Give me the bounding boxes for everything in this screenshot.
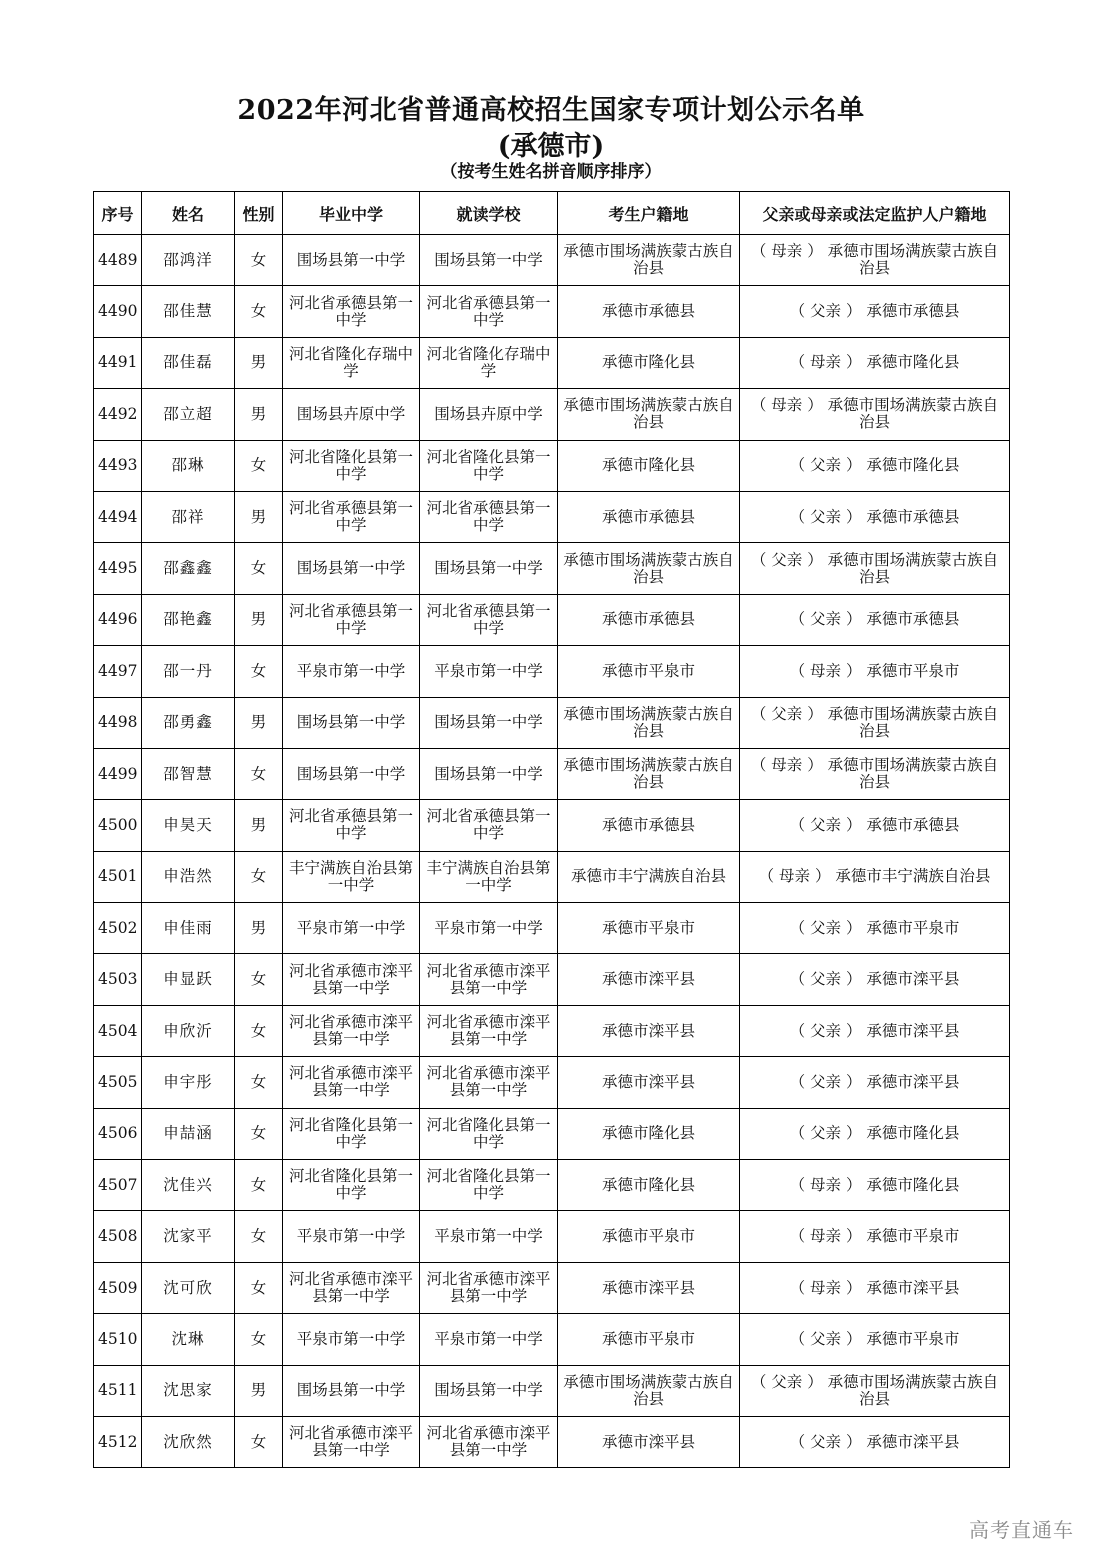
table-row (94, 337, 1010, 388)
cell-student-residence: 承德市平泉市 (558, 903, 740, 954)
cell-gender: 女 (235, 543, 283, 594)
cell-name: 申喆涵 (142, 1108, 235, 1159)
cell-gender: 女 (235, 1005, 283, 1056)
cell-gender: 女 (235, 1160, 283, 1211)
cell-graduated-school: 平泉市第一中学 (283, 1211, 420, 1262)
cell-seq: 4510 (94, 1314, 142, 1365)
cell-name: 沈家平 (142, 1211, 235, 1262)
cell-guardian-residence: （ 母亲 ） 承德市围场满族蒙古族自治县 (740, 748, 1010, 799)
cell-current-school: 丰宁满族自治县第一中学 (420, 851, 558, 902)
cell-gender: 女 (235, 646, 283, 697)
table-row (94, 1057, 1010, 1108)
cell-gender: 女 (235, 286, 283, 337)
cell-current-school: 河北省承德县第一中学 (420, 491, 558, 542)
header-gender: 性别 (235, 192, 283, 235)
cell-student-residence: 承德市隆化县 (558, 1108, 740, 1159)
cell-student-residence: 承德市隆化县 (558, 1160, 740, 1211)
cell-gender: 男 (235, 903, 283, 954)
cell-guardian-residence: （ 父亲 ） 承德市承德县 (740, 491, 1010, 542)
table-row (94, 903, 1010, 954)
cell-guardian-residence: （ 母亲 ） 承德市隆化县 (740, 337, 1010, 388)
cell-seq: 4492 (94, 389, 142, 440)
cell-current-school: 围场县第一中学 (420, 235, 558, 286)
cell-seq: 4491 (94, 337, 142, 388)
table-row (94, 286, 1010, 337)
cell-graduated-school: 围场县第一中学 (283, 697, 420, 748)
cell-guardian-residence: （ 父亲 ） 承德市围场满族蒙古族自治县 (740, 543, 1010, 594)
cell-gender: 男 (235, 389, 283, 440)
cell-current-school: 河北省承德市滦平县第一中学 (420, 954, 558, 1005)
cell-guardian-residence: （ 母亲 ） 承德市滦平县 (740, 1262, 1010, 1313)
cell-current-school: 围场县第一中学 (420, 697, 558, 748)
cell-name: 邵佳慧 (142, 286, 235, 337)
cell-graduated-school: 河北省隆化县第一中学 (283, 440, 420, 491)
cell-guardian-residence: （ 母亲 ） 承德市隆化县 (740, 1160, 1010, 1211)
cell-current-school: 河北省隆化县第一中学 (420, 440, 558, 491)
watermark: 高考直通车 (969, 1518, 1074, 1542)
cell-current-school: 河北省承德市滦平县第一中学 (420, 1057, 558, 1108)
cell-gender: 女 (235, 1416, 283, 1467)
header-seq: 序号 (94, 192, 142, 235)
cell-guardian-residence: （ 父亲 ） 承德市隆化县 (740, 1108, 1010, 1159)
cell-seq: 4505 (94, 1057, 142, 1108)
header-student-residence: 考生户籍地 (558, 192, 740, 235)
table-row (94, 1416, 1010, 1467)
table-row (94, 235, 1010, 286)
cell-guardian-residence: （ 母亲 ） 承德市围场满族蒙古族自治县 (740, 389, 1010, 440)
cell-guardian-residence: （ 父亲 ） 承德市平泉市 (740, 903, 1010, 954)
table-row (94, 1108, 1010, 1159)
cell-name: 邵佳磊 (142, 337, 235, 388)
cell-seq: 4507 (94, 1160, 142, 1211)
cell-current-school: 平泉市第一中学 (420, 646, 558, 697)
cell-student-residence: 承德市围场满族蒙古族自治县 (558, 1365, 740, 1416)
cell-current-school: 平泉市第一中学 (420, 1211, 558, 1262)
cell-student-residence: 承德市滦平县 (558, 1057, 740, 1108)
cell-graduated-school: 围场县第一中学 (283, 748, 420, 799)
cell-graduated-school: 河北省隆化县第一中学 (283, 1108, 420, 1159)
cell-name: 申显跃 (142, 954, 235, 1005)
cell-current-school: 河北省承德县第一中学 (420, 286, 558, 337)
cell-current-school: 平泉市第一中学 (420, 903, 558, 954)
cell-name: 申佳雨 (142, 903, 235, 954)
cell-gender: 女 (235, 851, 283, 902)
cell-seq: 4495 (94, 543, 142, 594)
cell-guardian-residence: （ 母亲 ） 承德市丰宁满族自治县 (740, 851, 1010, 902)
cell-student-residence: 承德市围场满族蒙古族自治县 (558, 697, 740, 748)
cell-current-school: 围场县卉原中学 (420, 389, 558, 440)
cell-current-school: 河北省承德县第一中学 (420, 800, 558, 851)
cell-current-school: 河北省承德市滦平县第一中学 (420, 1262, 558, 1313)
cell-current-school: 围场县第一中学 (420, 748, 558, 799)
cell-gender: 女 (235, 748, 283, 799)
cell-student-residence: 承德市平泉市 (558, 1211, 740, 1262)
cell-graduated-school: 河北省承德县第一中学 (283, 286, 420, 337)
cell-graduated-school: 围场县第一中学 (283, 1365, 420, 1416)
cell-name: 申欣沂 (142, 1005, 235, 1056)
cell-student-residence: 承德市丰宁满族自治县 (558, 851, 740, 902)
cell-graduated-school: 河北省承德县第一中学 (283, 491, 420, 542)
cell-graduated-school: 河北省隆化存瑞中学 (283, 337, 420, 388)
cell-seq: 4503 (94, 954, 142, 1005)
cell-current-school: 河北省承德市滦平县第一中学 (420, 1005, 558, 1056)
cell-student-residence: 承德市滦平县 (558, 1262, 740, 1313)
cell-seq: 4499 (94, 748, 142, 799)
header-graduated-school: 毕业中学 (283, 192, 420, 235)
cell-graduated-school: 河北省承德市滦平县第一中学 (283, 1005, 420, 1056)
cell-name: 邵一丹 (142, 646, 235, 697)
table-row (94, 954, 1010, 1005)
header-name: 姓名 (142, 192, 235, 235)
cell-seq: 4512 (94, 1416, 142, 1467)
sort-note: （按考生姓名拼音顺序排序） (440, 162, 662, 182)
cell-gender: 男 (235, 1365, 283, 1416)
cell-current-school: 河北省承德市滦平县第一中学 (420, 1416, 558, 1467)
cell-name: 申宇彤 (142, 1057, 235, 1108)
header-row (94, 192, 1010, 235)
table-row (94, 1262, 1010, 1313)
cell-graduated-school: 平泉市第一中学 (283, 646, 420, 697)
cell-gender: 男 (235, 800, 283, 851)
table-row (94, 646, 1010, 697)
table-row (94, 748, 1010, 799)
cell-current-school: 围场县第一中学 (420, 543, 558, 594)
cell-guardian-residence: （ 母亲 ） 承德市围场满族蒙古族自治县 (740, 235, 1010, 286)
cell-seq: 4511 (94, 1365, 142, 1416)
cell-guardian-residence: （ 父亲 ） 承德市承德县 (740, 800, 1010, 851)
table-row (94, 594, 1010, 645)
cell-guardian-residence: （ 父亲 ） 承德市隆化县 (740, 440, 1010, 491)
cell-seq: 4489 (94, 235, 142, 286)
table-row (94, 1314, 1010, 1365)
cell-graduated-school: 河北省隆化县第一中学 (283, 1160, 420, 1211)
cell-name: 邵立超 (142, 389, 235, 440)
cell-graduated-school: 丰宁满族自治县第一中学 (283, 851, 420, 902)
cell-current-school: 河北省隆化存瑞中学 (420, 337, 558, 388)
cell-graduated-school: 平泉市第一中学 (283, 903, 420, 954)
table-row (94, 851, 1010, 902)
cell-guardian-residence: （ 父亲 ） 承德市平泉市 (740, 1314, 1010, 1365)
cell-guardian-residence: （ 父亲 ） 承德市滦平县 (740, 1005, 1010, 1056)
table-row (94, 1160, 1010, 1211)
cell-seq: 4496 (94, 594, 142, 645)
cell-graduated-school: 河北省承德县第一中学 (283, 800, 420, 851)
cell-student-residence: 承德市承德县 (558, 800, 740, 851)
roster-table (93, 191, 1010, 1468)
cell-student-residence: 承德市滦平县 (558, 1416, 740, 1467)
cell-name: 申浩然 (142, 851, 235, 902)
cell-guardian-residence: （ 父亲 ） 承德市围场满族蒙古族自治县 (740, 697, 1010, 748)
cell-guardian-residence: （ 父亲 ） 承德市滦平县 (740, 1416, 1010, 1467)
cell-current-school: 河北省隆化县第一中学 (420, 1108, 558, 1159)
cell-name: 沈欣然 (142, 1416, 235, 1467)
cell-student-residence: 承德市滦平县 (558, 1005, 740, 1056)
cell-seq: 4497 (94, 646, 142, 697)
cell-student-residence: 承德市承德县 (558, 594, 740, 645)
header-current-school: 就读学校 (420, 192, 558, 235)
table-row (94, 543, 1010, 594)
cell-seq: 4502 (94, 903, 142, 954)
cell-gender: 男 (235, 337, 283, 388)
cell-seq: 4498 (94, 697, 142, 748)
cell-current-school: 河北省承德县第一中学 (420, 594, 558, 645)
cell-seq: 4494 (94, 491, 142, 542)
cell-gender: 男 (235, 697, 283, 748)
cell-gender: 女 (235, 235, 283, 286)
cell-student-residence: 承德市滦平县 (558, 954, 740, 1005)
table-row (94, 389, 1010, 440)
cell-name: 邵艳鑫 (142, 594, 235, 645)
cell-guardian-residence: （ 父亲 ） 承德市围场满族蒙古族自治县 (740, 1365, 1010, 1416)
cell-student-residence: 承德市平泉市 (558, 1314, 740, 1365)
cell-gender: 女 (235, 1108, 283, 1159)
cell-gender: 女 (235, 1262, 283, 1313)
cell-graduated-school: 河北省承德市滦平县第一中学 (283, 1262, 420, 1313)
table-row (94, 1005, 1010, 1056)
document-title: 2022年河北省普通高校招生国家专项计划公示名单 (237, 95, 865, 126)
cell-graduated-school: 河北省承德市滦平县第一中学 (283, 1416, 420, 1467)
cell-graduated-school: 围场县第一中学 (283, 543, 420, 594)
cell-graduated-school: 围场县第一中学 (283, 235, 420, 286)
cell-gender: 女 (235, 1211, 283, 1262)
cell-name: 沈琳 (142, 1314, 235, 1365)
cell-gender: 男 (235, 491, 283, 542)
cell-seq: 4500 (94, 800, 142, 851)
table-row (94, 800, 1010, 851)
cell-gender: 女 (235, 1314, 283, 1365)
cell-name: 邵祥 (142, 491, 235, 542)
table-row (94, 440, 1010, 491)
cell-student-residence: 承德市平泉市 (558, 646, 740, 697)
cell-student-residence: 承德市承德县 (558, 491, 740, 542)
cell-student-residence: 承德市围场满族蒙古族自治县 (558, 235, 740, 286)
table-row (94, 491, 1010, 542)
cell-name: 邵勇鑫 (142, 697, 235, 748)
cell-current-school: 围场县第一中学 (420, 1365, 558, 1416)
cell-gender: 女 (235, 440, 283, 491)
cell-student-residence: 承德市隆化县 (558, 337, 740, 388)
cell-student-residence: 承德市围场满族蒙古族自治县 (558, 748, 740, 799)
cell-student-residence: 承德市围场满族蒙古族自治县 (558, 389, 740, 440)
cell-seq: 4504 (94, 1005, 142, 1056)
cell-student-residence: 承德市隆化县 (558, 440, 740, 491)
cell-seq: 4490 (94, 286, 142, 337)
table-row (94, 1365, 1010, 1416)
cell-guardian-residence: （ 父亲 ） 承德市滦平县 (740, 954, 1010, 1005)
document-subtitle: (承德市) (497, 131, 605, 162)
cell-current-school: 河北省隆化县第一中学 (420, 1160, 558, 1211)
cell-name: 申昊天 (142, 800, 235, 851)
cell-guardian-residence: （ 父亲 ） 承德市承德县 (740, 286, 1010, 337)
cell-name: 邵智慧 (142, 748, 235, 799)
cell-current-school: 平泉市第一中学 (420, 1314, 558, 1365)
cell-guardian-residence: （ 母亲 ） 承德市平泉市 (740, 646, 1010, 697)
cell-guardian-residence: （ 父亲 ） 承德市滦平县 (740, 1057, 1010, 1108)
cell-name: 邵琳 (142, 440, 235, 491)
cell-graduated-school: 河北省承德市滦平县第一中学 (283, 954, 420, 1005)
cell-name: 邵鑫鑫 (142, 543, 235, 594)
cell-graduated-school: 平泉市第一中学 (283, 1314, 420, 1365)
cell-graduated-school: 围场县卉原中学 (283, 389, 420, 440)
cell-guardian-residence: （ 父亲 ） 承德市承德县 (740, 594, 1010, 645)
header-guardian-residence: 父亲或母亲或法定监护人户籍地 (740, 192, 1010, 235)
cell-seq: 4506 (94, 1108, 142, 1159)
cell-name: 沈佳兴 (142, 1160, 235, 1211)
cell-graduated-school: 河北省承德县第一中学 (283, 594, 420, 645)
cell-seq: 4493 (94, 440, 142, 491)
cell-name: 沈思家 (142, 1365, 235, 1416)
cell-graduated-school: 河北省承德市滦平县第一中学 (283, 1057, 420, 1108)
cell-guardian-residence: （ 母亲 ） 承德市平泉市 (740, 1211, 1010, 1262)
cell-name: 邵鸿洋 (142, 235, 235, 286)
table-row (94, 697, 1010, 748)
cell-student-residence: 承德市承德县 (558, 286, 740, 337)
cell-gender: 女 (235, 954, 283, 1005)
cell-seq: 4508 (94, 1211, 142, 1262)
table-body (94, 235, 1010, 1468)
cell-student-residence: 承德市围场满族蒙古族自治县 (558, 543, 740, 594)
cell-name: 沈可欣 (142, 1262, 235, 1313)
table-row (94, 1211, 1010, 1262)
cell-seq: 4509 (94, 1262, 142, 1313)
cell-seq: 4501 (94, 851, 142, 902)
cell-gender: 女 (235, 1057, 283, 1108)
cell-gender: 男 (235, 594, 283, 645)
